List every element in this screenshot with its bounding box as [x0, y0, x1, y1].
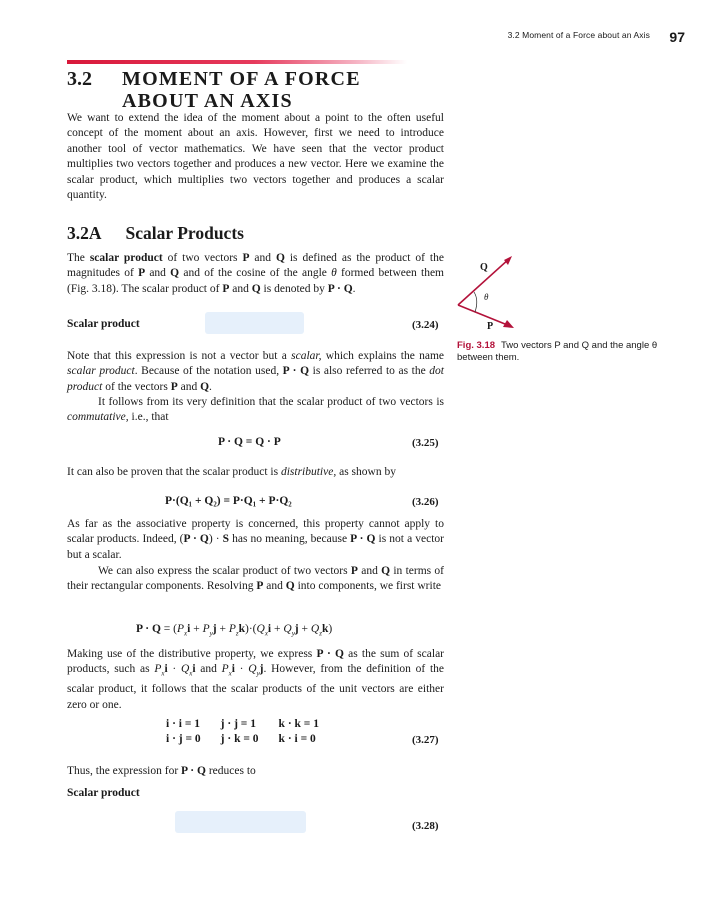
unit-product: j · k = 0	[220, 733, 259, 745]
angle-theta-label: θ	[484, 292, 489, 302]
paragraph-distributive: It can also be proven that the scalar product is distributive, as shown by	[67, 466, 396, 478]
angle-arc	[474, 292, 477, 312]
eq-3-26-formula: P·(Q₁ + Q₂) = P·Q₁ + P·Q₂	[165, 495, 292, 507]
paragraph-reduces: Thus, the expression for P · Q reduces to	[67, 765, 256, 777]
eq-3-27-number: (3.27)	[412, 734, 439, 746]
eq-3-26-number: (3.26)	[412, 496, 439, 508]
vector-p-label: P	[487, 321, 494, 332]
paragraph-associative: As far as the associative property is concerned, this property cannot apply to scalar products. Indeed, (P · Q) · S has no meaning, because P · Q is not a vector but a scalar.	[67, 518, 444, 561]
figure-label: Fig. 3.18	[457, 340, 496, 351]
paragraph-commutative: It follows from its very definition that the scalar product of two vectors is commutative, i.e., that	[67, 396, 444, 424]
subsection-number: 3.2A	[67, 223, 102, 243]
unit-products-col-2	[221, 717, 259, 747]
paragraph-distributive-property: Making use of the distributive property, we express P · Q as the sum of scalar products, such as $P_xi \cdot Q_xi$ and $P_xi \cdot Q_yj$. However, from the definition of the scalar product, it follows that the scalar products of the unit vectors are either zero or one.	[67, 648, 445, 711]
unit-product: j · j = 1	[220, 718, 256, 730]
eq-3-28-formula	[175, 811, 306, 833]
eq-3-27-formula	[166, 717, 339, 747]
vector-q-label: Q	[480, 262, 488, 273]
section-rule	[67, 60, 407, 64]
vector-p-line	[458, 305, 510, 326]
unit-product: i · j = 0	[166, 733, 201, 745]
unit-products-col-1	[166, 717, 201, 747]
paragraph-definition: The scalar product of two vectors P and Q is defined as the product of the magnitudes of P and Q and of the cosine of the angle θ formed between them (Fig. 3.18). The scalar product of P and Q is denoted by P · Q.	[67, 252, 444, 295]
section-title: MOMENT OF A FORCE ABOUT AN AXIS	[122, 68, 361, 112]
unit-product: k · i = 0	[278, 733, 316, 745]
eq-3-25-number: (3.25)	[412, 437, 439, 449]
paragraph-components: We can also express the scalar product of two vectors P and Q in terms of their rectangular components. Resolving P and Q into components, we first write	[67, 565, 445, 593]
unit-product: k · k = 1	[278, 718, 319, 730]
vector-q-arrowhead	[504, 256, 512, 265]
intro-paragraph: We want to extend the idea of the moment about a point to the often useful concept of the moment about an axis. However, first we need to introduce another tool of vector mathematics. We have seen that the vector product multiplies two vectors together and produces a new vector. Here we examine the scalar product, which multiplies two vectors together and produces a scalar quantity.	[67, 112, 444, 202]
section-number: 3.2	[67, 68, 92, 90]
paragraph-scalar-note: Note that this expression is not a vector but a scalar, which explains the name scalar product. Because of the notation used, P · Q is also referred to as the dot product of the vectors P and Q.	[67, 350, 444, 393]
page-number: 97	[669, 29, 685, 45]
eq-3-28-number: (3.28)	[412, 820, 439, 832]
unit-products-col-3	[279, 717, 319, 747]
eq-3-28-label: Scalar product	[67, 787, 140, 799]
eq-3-24-number: (3.24)	[412, 319, 439, 331]
figure-caption-text: Two vectors P and Q and the angle θ between them.	[457, 340, 658, 363]
subsection-title: Scalar Products	[125, 223, 244, 243]
running-head: 3.2 Moment of a Force about an Axis	[507, 30, 650, 40]
eq-expansion: $P \cdot Q = (P_xi + P_yj + P_zk)\cdot(Q_xi + Q_yj + Q_zk)$	[136, 623, 333, 638]
eq-3-25-formula: P · Q = Q · P	[218, 436, 281, 448]
unit-product: i · i = 1	[166, 718, 201, 730]
subsection-heading	[67, 223, 244, 244]
figure-caption	[457, 340, 662, 363]
eq-3-24-label: Scalar product	[67, 318, 140, 330]
eq-3-24-formula	[205, 312, 304, 334]
